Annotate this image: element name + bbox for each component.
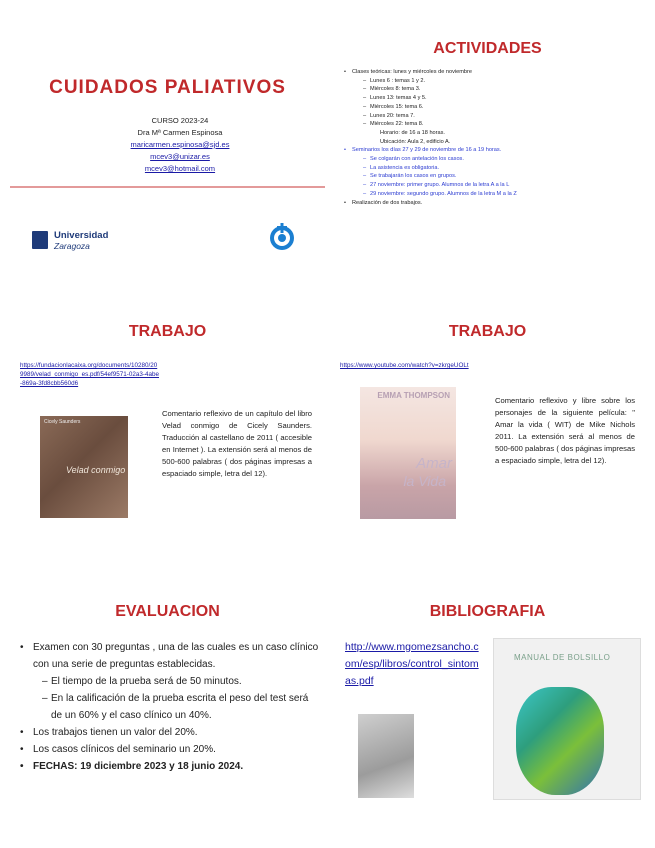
poster-title-line1: Amar xyxy=(416,455,452,472)
list-item: • Realización de dos trabajos. xyxy=(342,199,642,208)
actividades-title: ACTIVIDADES xyxy=(433,40,542,57)
book-title: Velad conmigo xyxy=(66,465,126,475)
face-illustration xyxy=(516,687,604,795)
movie-poster-image xyxy=(360,387,456,519)
list-item: – Se colgarán con antelación los casos. xyxy=(342,155,642,164)
book-link[interactable]: https://fundacionlacaixa.org/documents/10280/209989/velad_conmigo_es.pdf/54ef9571-02a3-4abe-869a-3fd8cbb560d6 xyxy=(20,362,159,387)
location-text: Ubicación: Aula 2, edificio A. xyxy=(380,138,451,145)
sjd-logo-icon xyxy=(267,221,297,251)
book-assignment-text: Comentario reflexivo de un capítulo del libro Velad conmigo de Cicely Saunders. Traducción al castellano de 2011 ( accesible en Internet ). La extensión será al menos de 500-600 palabras ( dos páginas impresas a espaciado simple, letra del 12). xyxy=(162,409,312,478)
teacher-name: Dra Mª Carmen Espinosa xyxy=(137,128,223,137)
list-item: – La asistencia es obligatoria. xyxy=(342,164,642,173)
trabajo-title: TRABAJO xyxy=(448,323,527,340)
list-item: • Examen con 30 preguntas , una de las cuales es un caso clínico con una serie de preguntas establecidas. xyxy=(16,639,320,673)
manual-title: MANUAL DE BOLSILLO xyxy=(514,653,611,662)
list-item: • Los trabajos tienen un valor del 20%. xyxy=(16,724,320,741)
list-item: – Miércoles 8: tema 3. xyxy=(342,85,642,94)
movie-assignment-text: Comentario reflexivo y libre sobre los personajes de la siguiente película: " Amar la vida ( WIT) de Mike Nichols 2011. La extensión será al menos de 500-600 palabras ( dos páginas impresas a espaciado simple, letra del 12). xyxy=(495,396,635,465)
course-year: CURSO 2023-24 xyxy=(151,116,209,125)
slide-title xyxy=(10,35,325,285)
list-item: – El tiempo de la prueba será de 50 minutos. xyxy=(16,673,320,690)
university-name: Universidad xyxy=(54,230,109,241)
slide-bibliografia xyxy=(330,595,645,845)
trabajo-title: TRABAJO xyxy=(128,323,207,340)
evaluacion-title: EVALUACION xyxy=(115,603,220,620)
course-info xyxy=(70,115,290,175)
slide-trabajo-libro xyxy=(10,315,325,565)
bibliography-link[interactable]: http://www.mgomezsancho.com/esp/libros/control_sintomas.pdf xyxy=(345,641,479,687)
book-author: Cicely Saunders xyxy=(44,419,81,425)
list-item: – 29 noviembre: segundo grupo. Alumnos de la letra M a la Z xyxy=(342,190,642,199)
list-item: • Clases teóricas: lunes y miércoles de noviembre xyxy=(342,68,642,77)
course-title: CUIDADOS PALIATIVOS xyxy=(49,77,286,98)
poster-title-line2: la Vida xyxy=(403,473,446,489)
university-logo xyxy=(54,231,108,251)
email-link-2[interactable]: mcev3@unizar.es xyxy=(150,152,210,161)
divider-line xyxy=(10,186,325,188)
list-item: • Los casos clínicos del seminario un 20%. xyxy=(16,741,320,758)
manual-cover-image xyxy=(493,638,641,800)
evaluation-list xyxy=(16,639,320,775)
email-link-3[interactable]: mcev3@hotmail.com xyxy=(144,164,216,173)
list-item: • Seminarios los días 27 y 29 de noviembre de 16 a 19 horas. xyxy=(342,146,642,155)
schedule-text: Horario: de 16 a 18 horas. xyxy=(380,129,445,136)
list-item: – Lunes 6 : temas 1 y 2. xyxy=(342,77,642,86)
actividades-list xyxy=(342,68,642,207)
photo-image xyxy=(358,714,414,798)
slide-trabajo-pelicula xyxy=(330,315,645,565)
list-item: – 27 noviembre: primer grupo. Alumnos de la letra A a la L xyxy=(342,181,642,190)
list-item: – Lunes 13: temas 4 y 5. xyxy=(342,94,642,103)
list-item: – Lunes 20: tema 7. xyxy=(342,112,642,121)
list-item: – Se trabajarán los casos en grupos. xyxy=(342,172,642,181)
email-link-1[interactable]: maricarmen.espinosa@sjd.es xyxy=(130,140,230,149)
university-city: Zaragoza xyxy=(54,241,90,251)
list-item: – En la calificación de la prueba escrita el peso del test será de un 60% y el caso clínico un 40%. xyxy=(16,690,320,724)
poster-actor: EMMA THOMPSON xyxy=(377,391,450,400)
university-shield-icon xyxy=(32,231,48,249)
bibliografia-title: BIBLIOGRAFIA xyxy=(429,603,546,620)
list-item: – Miércoles 22: tema 8. xyxy=(342,120,642,129)
book-cover-image xyxy=(40,416,128,518)
slide-actividades xyxy=(330,35,645,285)
video-link[interactable]: https://www.youtube.com/watch?v=zkrgeUOLt xyxy=(340,362,469,369)
slide-evaluacion xyxy=(10,595,325,845)
list-item: – Miércoles 15: tema 6. xyxy=(342,103,642,112)
exam-dates: • FECHAS: 19 diciembre 2023 y 18 junio 2024. xyxy=(16,758,320,775)
